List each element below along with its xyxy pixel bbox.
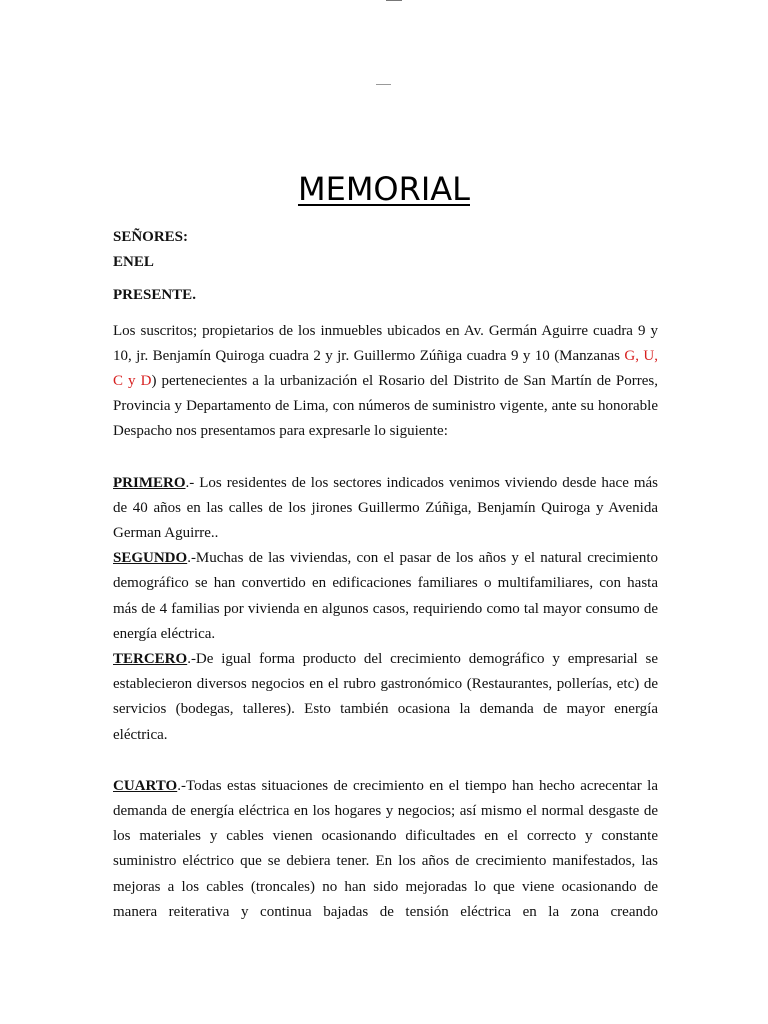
intro-text-part1: Los suscritos; propietarios de los inmuebles ubicados en Av. Germán Aguirre cuadra 9 y 10, jr. Benjamín Quiroga cuadra 2 y jr. Guillermo Zúñiga cuadra 9 y 10 (Manzanas — [113, 322, 658, 364]
section-cuarto-label: CUARTO — [113, 777, 178, 794]
addressee-line-enel: ENEL — [113, 254, 154, 271]
section-tercero-label: TERCERO — [113, 651, 188, 668]
addressee-line-senores: SEÑORES: — [113, 229, 189, 245]
block-g: G, — [624, 347, 639, 364]
section-primero-text: .- Los residentes de los sectores indicados venimos viviendo desde hace más de 40 años en las calles de los jirones Guillermo Zúñiga, Benjamín Quiroga y Avenida German Aguirre.. — [113, 474, 658, 542]
section-segundo — [113, 546, 658, 647]
block-d: D — [140, 373, 152, 390]
document-body — [113, 225, 658, 925]
page-header-mark — [376, 84, 391, 85]
document-title: MEMORIAL — [297, 170, 470, 208]
section-tercero — [113, 647, 658, 748]
block-separator: y — [123, 373, 141, 390]
section-tercero-text: .-De igual forma producto del crecimiento demográfico y empresarial se establecieron diversos negocios en el rubro gastronómico (Restaurantes, pollerías, etc) de servicios (bodegas, talleres). Esto también ocasiona la demanda de mayor energía eléctrica. — [113, 651, 658, 743]
intro-paragraph — [113, 319, 658, 445]
section-primero-label: PRIMERO — [113, 474, 186, 491]
intro-text-part2: ) pertenecientes a la urbanización el Rosario del Distrito de San Martín de Porres, Provincia y Departamento de Lima, con números de suministro vigente, ante su honorable Despacho nos presentamos para expresarle lo siguiente: — [113, 373, 658, 440]
section-cuarto-text: .-Todas estas situaciones de crecimiento en el tiempo han hecho acrecentar la demanda de energía eléctrica en los hogares y negocios; así mismo el normal desgaste de los materiales y cables vienen ocasionando dificultades en el correcto y constante suministro eléctrico que se debiera tener. En los años de crecimiento manifestados, las mejoras a los cables (troncales) no han sido mejoradas lo que viene ocasionando de manera reiterativa y continua bajadas de tensión eléctrica en la zona creando — [113, 777, 658, 920]
section-cuarto — [113, 774, 658, 925]
block-u-c: U, C — [113, 347, 659, 390]
section-segundo-text: .-Muchas de las viviendas, con el pasar de los años y el natural crecimiento demográfico se han convertido en edificaciones familiares o multifamiliares, con hasta más de 4 familias por vivienda en algunos casos, requiriendo como tal mayor consumo de energía eléctrica. — [113, 550, 658, 642]
section-primero — [113, 471, 658, 547]
addressee-line-presente: PRESENTE. — [113, 287, 196, 304]
section-segundo-label: SEGUNDO — [113, 550, 188, 567]
page-top-mark — [386, 0, 402, 1]
